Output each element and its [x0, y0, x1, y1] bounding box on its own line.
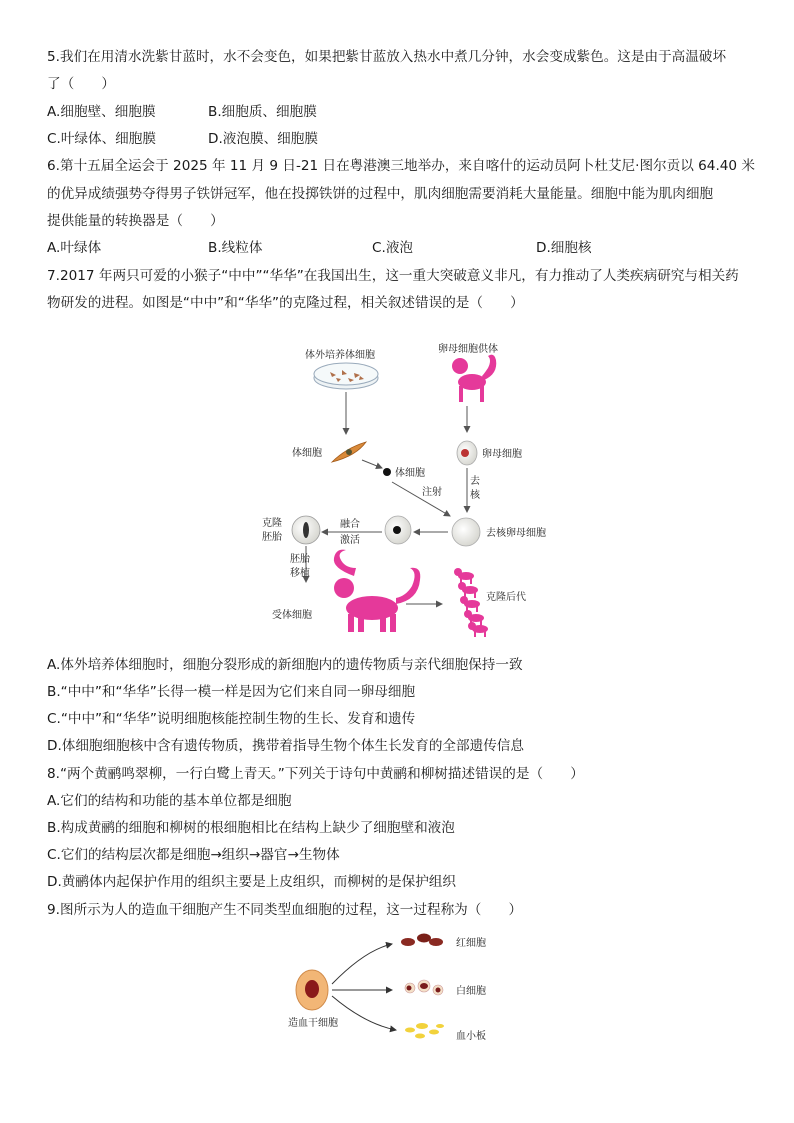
q8-option-c: C.它们的结构层次都是细胞→组织→器官→生物体: [47, 847, 340, 863]
q6-stem-line3: 提供能量的转换器是（ ）: [47, 213, 224, 229]
somatic-cell-icon: [332, 442, 366, 462]
label-somatic-cell-2: 体细胞: [395, 468, 425, 479]
petri-dish-icon: [314, 363, 378, 389]
label-inject: 注射: [422, 487, 442, 498]
q7-option-a: A.体外培养体细胞时，细胞分裂形成的新细胞内的遗传物质与亲代细胞保持一致: [47, 657, 523, 673]
label-embryo-2: 胚胎: [262, 532, 282, 543]
label-stem-cell: 造血干细胞: [288, 1018, 338, 1029]
q5-stem-line1: 5.我们在用清水洗紫甘蓝时，水不会变色，如果把紫甘蓝放入热水中煮几分钟，水会变成紫色。这是由于高温破坏: [47, 49, 727, 65]
cloning-diagram: [250, 336, 570, 642]
label-remove-2: 核: [470, 490, 480, 501]
donor-monkey-icon: [452, 355, 496, 402]
label-remove-1: 去: [470, 476, 480, 487]
label-offspring: 克隆后代: [486, 592, 526, 603]
q6-option-d: D.细胞核: [536, 240, 592, 256]
q6-option-c: C.液泡: [372, 240, 414, 256]
q6-stem-line2: 的优异成绩强势夺得男子铁饼冠军，他在投掷铁饼的过程中，肌肉细胞需要消耗大量能量。细胞中能为肌肉细胞: [47, 186, 714, 202]
label-transfer-2: 移植: [290, 568, 310, 579]
label-embryo-1: 克隆: [262, 518, 282, 529]
label-fuse: 融合: [340, 519, 360, 530]
label-recipient: 受体细胞: [272, 610, 312, 621]
q7-stem-line1: 7.2017 年两只可爱的小猴子“中中”“华华”在我国出生，这一重大突破意义非凡，有力推动了人类疾病研究与相关药: [47, 268, 739, 284]
q5-option-d: D.液泡膜、细胞膜: [208, 131, 318, 147]
red-blood-cells-icon: [401, 934, 443, 947]
offspring-monkeys-icon: [454, 568, 488, 637]
q5-option-c: C.叶绿体、细胞膜: [47, 131, 156, 147]
cloned-embryo-icon: [292, 516, 320, 544]
q6-option-b: B.线粒体: [208, 240, 263, 256]
white-blood-cells-icon: [405, 980, 443, 995]
q7-option-b: B.“中中”和“华华”长得一模一样是因为它们来自同一卵母细胞: [47, 684, 416, 700]
hematopoiesis-diagram: [280, 926, 520, 1056]
q6-option-a: A.叶绿体: [47, 240, 102, 256]
label-donor: 卵母细胞供体: [438, 344, 498, 355]
label-wbc: 白细胞: [456, 986, 486, 997]
label-platelet: 血小板: [456, 1031, 486, 1042]
q6-stem-line1: 6.第十五届全运会于 2025 年 11 月 9 日-21 日在粤港澳三地举办，来自喀什的运动员阿卜杜艾尼·图尔贡以 64.40 米: [47, 158, 755, 174]
label-somatic-cell: 体细胞: [292, 448, 322, 459]
label-transfer-1: 胚胎: [290, 554, 310, 565]
label-rbc: 红细胞: [456, 938, 486, 949]
label-activate: 激活: [340, 535, 360, 546]
q7-option-d: D.体细胞细胞核中含有遗传物质，携带着指导生物个体生长发育的全部遗传信息: [47, 738, 524, 754]
platelets-icon: [405, 1023, 444, 1039]
egg-cell-icon: [457, 441, 477, 465]
q5-option-b: B.细胞质、细胞膜: [208, 104, 317, 120]
q7-option-c: C.“中中”和“华华”说明细胞核能控制生物的生长、发育和遗传: [47, 711, 416, 727]
label-enucleated: 去核卵母细胞: [486, 528, 546, 539]
nucleus-icon: [383, 468, 391, 476]
label-egg-cell: 卵母细胞: [482, 449, 522, 460]
q5-option-a: A.细胞壁、细胞膜: [47, 104, 156, 120]
recipient-monkey-icon: [334, 550, 420, 632]
q8-option-a: A.它们的结构和功能的基本单位都是细胞: [47, 793, 292, 809]
q8-stem: 8.“两个黄鹂鸣翠柳，一行白鹭上青天。”下列关于诗句中黄鹂和柳树描述错误的是（ ）: [47, 766, 584, 782]
q5-stem-line2: 了（ ）: [47, 76, 115, 92]
fused-cell-icon: [385, 516, 411, 544]
q9-stem: 9.图所示为人的造血干细胞产生不同类型血细胞的过程，这一过程称为（ ）: [47, 902, 523, 918]
enucleated-egg-icon: [452, 518, 480, 546]
stem-cell-icon: [296, 970, 328, 1010]
q8-option-b: B.构成黄鹂的细胞和柳树的根细胞相比在结构上缺少了细胞壁和液泡: [47, 820, 455, 836]
label-culture: 体外培养体细胞: [305, 350, 375, 361]
q7-stem-line2: 物研发的进程。如图是“中中”和“华华”的克隆过程，相关叙述错误的是（ ）: [47, 295, 524, 311]
q8-option-d: D.黄鹂体内起保护作用的组织主要是上皮组织，而柳树的是保护组织: [47, 874, 457, 890]
